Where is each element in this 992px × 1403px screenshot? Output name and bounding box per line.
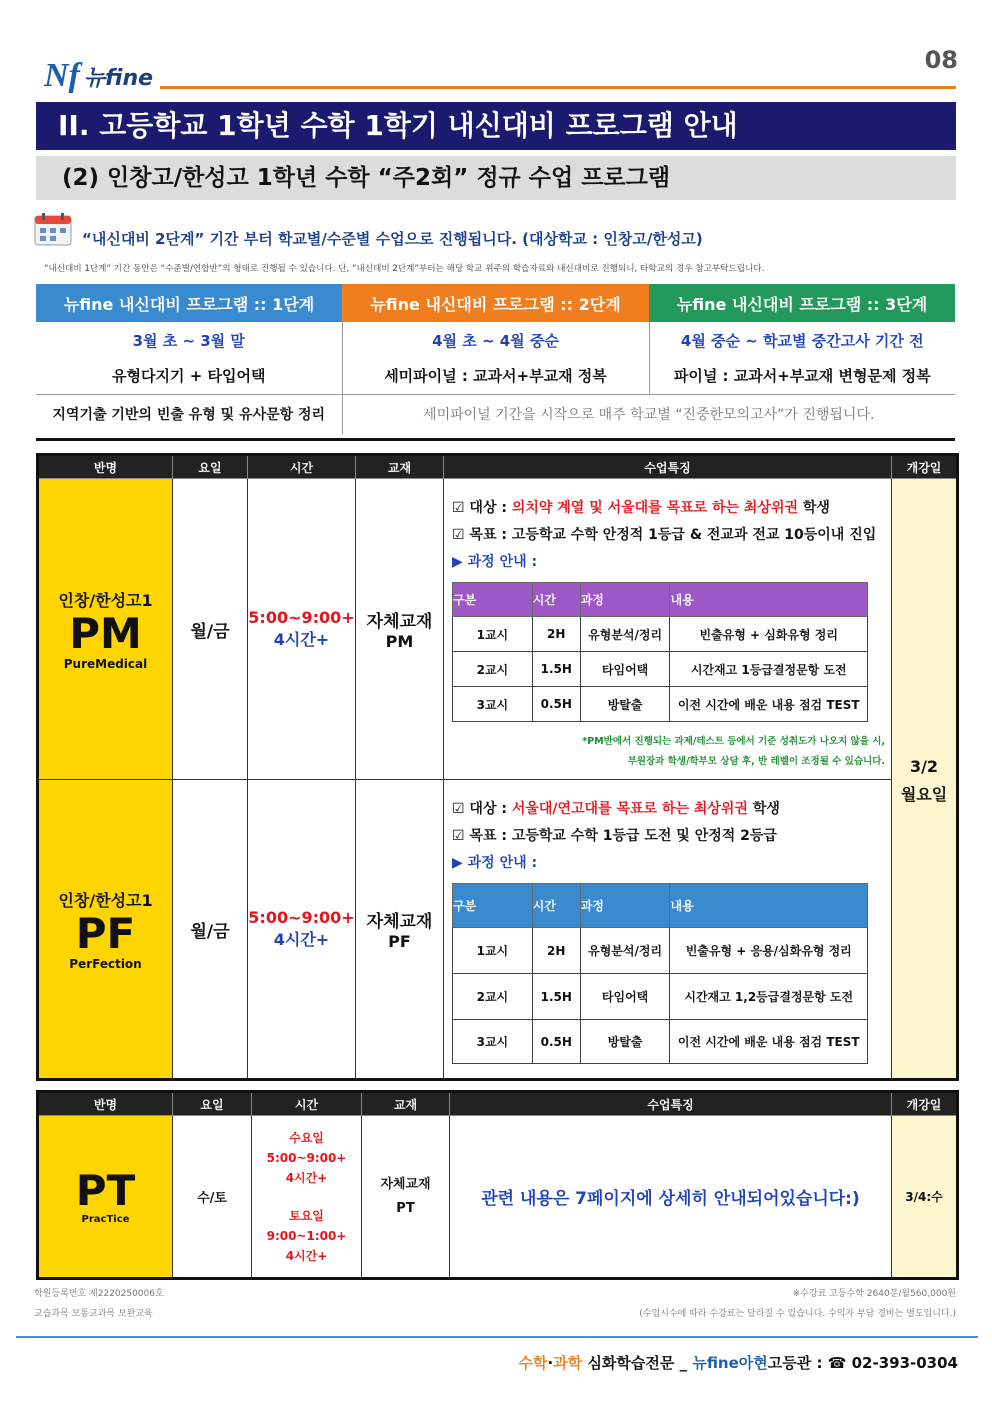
pt-book-cell <box>362 1116 450 1279</box>
pt-time-cell <box>252 1116 362 1279</box>
pt-t3: 4시간+ <box>285 1170 328 1185</box>
pm-r1c0: 2교시 <box>453 652 533 687</box>
pm-r2c3: 이전 시간에 배운 내용 점검 TEST <box>670 687 868 722</box>
pt-table <box>36 1090 959 1280</box>
pt-col-open: 개강일 <box>892 1092 958 1116</box>
stage2-header: 뉴fine 내신대비 프로그램 :: 2단계 <box>342 284 649 322</box>
pm-school: 인창/한성고1 <box>58 590 153 610</box>
pm-book1: 자체교재 <box>366 612 433 632</box>
pf-r0c3: 빈출유형 + 응용/심화유형 정리 <box>670 928 868 974</box>
pm-r0c1: 2H <box>532 617 580 652</box>
pm-note2: 부원장과 학생/학부모 상담 후, 반 레벨이 조정될 수 있습니다. <box>627 756 885 767</box>
col-open: 개강일 <box>892 455 958 479</box>
pf-book2: PF <box>388 932 411 951</box>
pm-r0c0: 1교시 <box>453 617 533 652</box>
pm-days: 월/금 <box>173 479 248 780</box>
pt-sub: PracTice <box>81 1214 130 1225</box>
pm-code: PM <box>69 608 142 658</box>
pm-note1: *PM반에서 진행되는 과제/테스트 등에서 기준 성취도가 나오지 않을 시, <box>582 736 885 747</box>
note-text: “내신대비 1단계” 기간 동안은 “수준별/연합반”의 형태로 진행될 수 있습니다. 단, “내신대비 2단계”부터는 해당 학교 위주의 학습자료와 내신대비로 진행되니, 타학교의 경우 참고부탁드립니다. <box>44 264 765 274</box>
contact-science: 과학 <box>553 1354 583 1372</box>
pf-target-label: ☑ 대상 : <box>452 801 512 817</box>
pm-goal: ☑ 목표 : 고등학교 수학 안정적 1등급 & 전교과 전교 10등이내 진입 <box>452 527 877 543</box>
pm-guide: ▶ 과정 안내 : <box>452 554 538 570</box>
col-feature: 수업특징 <box>444 455 892 479</box>
pm-target-highlight: 의치약 계열 및 서울대를 목표로 하는 최상위권 <box>511 500 799 516</box>
pf-h3: 내용 <box>670 884 868 928</box>
pm-r1c3: 시간재고 1등급결정문항 도전 <box>670 652 868 687</box>
pf-r1c3: 시간재고 1,2등급결정문항 도전 <box>670 974 868 1020</box>
pf-h1: 시간 <box>532 884 580 928</box>
col-book: 교재 <box>356 455 444 479</box>
pf-hours: 4시간+ <box>273 930 330 949</box>
schedule-table <box>36 453 959 1081</box>
pf-feature <box>444 780 892 1080</box>
col-day: 요일 <box>173 455 248 479</box>
page-number: 08 <box>924 46 958 74</box>
stage1-period: 3월 초 ~ 3월 말 <box>36 322 342 358</box>
pf-h0: 구분 <box>453 884 533 928</box>
subsection-title: (2) 인창고/한성고 1학년 수학 “주2회” 정규 수업 프로그램 <box>36 156 956 200</box>
stage2-period: 4월 초 ~ 4월 중순 <box>342 322 649 358</box>
pm-r0c2: 유형분석/정리 <box>580 617 670 652</box>
pt-t6: 4시간+ <box>285 1248 328 1263</box>
stage2-content: 세미파이널 : 교과서+부교재 정복 <box>342 358 649 394</box>
pf-r0c1: 2H <box>532 928 580 974</box>
pt-t5: 9:00~1:00+ <box>266 1228 347 1243</box>
stage-table <box>36 284 955 434</box>
open-day <box>892 479 958 1080</box>
pf-r2c3: 이전 시간에 배운 내용 점검 TEST <box>670 1020 868 1064</box>
pf-r1c0: 2교시 <box>453 974 533 1020</box>
pf-target-suffix: 학생 <box>747 801 780 817</box>
contact-brand: 뉴fine아현 <box>692 1354 768 1372</box>
pt-col-book: 교재 <box>362 1092 450 1116</box>
pf-r0c2: 유형분석/정리 <box>580 928 670 974</box>
pm-hours: 4시간+ <box>273 630 330 649</box>
pt-code: PT <box>75 1166 136 1215</box>
pf-r2c0: 3교시 <box>453 1020 533 1064</box>
notice-text: “내신대비 2단계” 기간 부터 학교별/수준별 수업으로 진행됩니다. (대상학교 : 인창고/한성고) <box>82 230 703 248</box>
pt-col-class: 반명 <box>38 1092 173 1116</box>
pm-sub: PureMedical <box>63 656 148 671</box>
pf-target-highlight: 서울대/연고대를 목표로 하는 최상위권 <box>511 801 748 817</box>
footer-reg: 학원등록번호 제2220250006호 <box>34 1289 164 1299</box>
footer-contact <box>519 1352 958 1373</box>
pm-r0c3: 빈출유형 + 심화유형 정리 <box>670 617 868 652</box>
pf-days: 월/금 <box>173 780 248 1080</box>
pf-goal: ☑ 목표 : 고등학교 수학 1등급 도전 및 안정적 2등급 <box>452 828 777 844</box>
pf-book-cell <box>356 780 444 1080</box>
stage1-extra: 지역기출 기반의 빈출 유형 및 유사문항 정리 <box>36 394 342 434</box>
pt-t2: 5:00~9:00+ <box>266 1150 347 1165</box>
pf-time-cell <box>248 780 356 1080</box>
pf-course-table <box>452 883 868 1064</box>
pm-r2c2: 방탈출 <box>580 687 670 722</box>
pt-t4: 토요일 <box>289 1208 324 1223</box>
pm-target-label: ☑ 대상 : <box>452 500 512 516</box>
col-class: 반명 <box>38 455 173 479</box>
open-weekday: 월요일 <box>900 785 948 804</box>
pt-col-day: 요일 <box>173 1092 252 1116</box>
pm-book-cell <box>356 479 444 780</box>
pm-h2: 과정 <box>580 583 670 617</box>
pf-time: 5:00~9:00+ <box>248 908 355 927</box>
contact-phone: 고등관 : ☎ 02-393-0304 <box>767 1354 958 1372</box>
pm-r1c2: 타임어택 <box>580 652 670 687</box>
stage3-content: 파이널 : 교과서+부교재 변형문제 정복 <box>649 358 955 394</box>
pm-h1: 시간 <box>532 583 580 617</box>
logo-mark: Nf <box>44 57 80 94</box>
pm-target-suffix: 학생 <box>798 500 830 516</box>
pf-guide: ▶ 과정 안내 : <box>452 855 538 871</box>
divider <box>36 438 955 441</box>
pm-class <box>38 479 173 780</box>
pm-book2: PM <box>385 632 414 651</box>
pf-target <box>452 796 891 823</box>
col-time: 시간 <box>248 455 356 479</box>
contact-math: 수학 <box>518 1354 548 1372</box>
pf-sub: PerFection <box>69 956 142 971</box>
pm-r2c0: 3교시 <box>453 687 533 722</box>
pm-time-cell <box>248 479 356 780</box>
pm-feature <box>444 479 892 780</box>
pf-school: 인창/한성고1 <box>58 890 153 910</box>
pm-h0: 구분 <box>453 583 533 617</box>
section-title: II. 고등학교 1학년 수학 1학기 내신대비 프로그램 안내 <box>36 102 956 150</box>
pt-class <box>38 1116 173 1279</box>
pf-r0c0: 1교시 <box>453 928 533 974</box>
calendar-icon <box>34 212 72 246</box>
contact-dot: · <box>547 1354 554 1372</box>
pf-r2c1: 0.5H <box>532 1020 580 1064</box>
open-date: 3/2 <box>909 757 939 776</box>
footer-line <box>16 1336 978 1338</box>
pt-col-feature: 수업특징 <box>450 1092 892 1116</box>
logo-text: 뉴fine <box>83 66 154 91</box>
stage1-header: 뉴fine 내신대비 프로그램 :: 1단계 <box>36 284 342 322</box>
footer-fee-note: (수업시수에 따라 수강료는 달라질 수 있습니다. 수익자 부담 경비는 별도입니다.) <box>639 1309 956 1319</box>
pm-note <box>452 732 891 772</box>
pf-class <box>38 780 173 1080</box>
pt-col-time: 시간 <box>252 1092 362 1116</box>
pt-book1: 자체교재 <box>380 1176 431 1192</box>
pm-target <box>452 495 891 522</box>
footer-fee: ※수강료 고등수학 2640분/월560,000원 <box>792 1289 956 1299</box>
contact-spec: 심화학습전문 _ <box>582 1354 693 1372</box>
pf-h2: 과정 <box>580 884 670 928</box>
pt-days: 수/토 <box>173 1116 252 1279</box>
pf-book1: 자체교재 <box>366 912 433 932</box>
pt-book2: PT <box>396 1200 415 1216</box>
footer-subject: 교습과목 보통교과목 보완교육 <box>34 1309 153 1319</box>
pt-feature: 관련 내용은 7페이지에 상세히 안내되어있습니다:) <box>450 1116 892 1279</box>
pf-r2c2: 방탈출 <box>580 1020 670 1064</box>
pm-h3: 내용 <box>670 583 868 617</box>
stage1-content: 유형다지기 + 타입어택 <box>36 358 342 394</box>
header-line <box>160 86 956 89</box>
pm-course-table <box>452 582 868 722</box>
pf-r1c2: 타임어택 <box>580 974 670 1020</box>
pf-r1c1: 1.5H <box>532 974 580 1020</box>
pm-r2c1: 0.5H <box>532 687 580 722</box>
pt-open: 3/4:수 <box>892 1116 958 1279</box>
stage23-extra: 세미파이널 기간을 시작으로 매주 학교별 “진중한모의고사”가 진행됩니다. <box>342 394 955 434</box>
stage3-period: 4월 중순 ~ 학교별 중간고사 기간 전 <box>680 331 924 350</box>
pf-code: PF <box>75 908 136 958</box>
logo <box>44 56 153 94</box>
pt-t1: 수요일 <box>289 1130 324 1145</box>
pm-time: 5:00~9:00+ <box>248 608 355 627</box>
stage3-header: 뉴fine 내신대비 프로그램 :: 3단계 <box>649 284 955 322</box>
pm-r1c1: 1.5H <box>532 652 580 687</box>
